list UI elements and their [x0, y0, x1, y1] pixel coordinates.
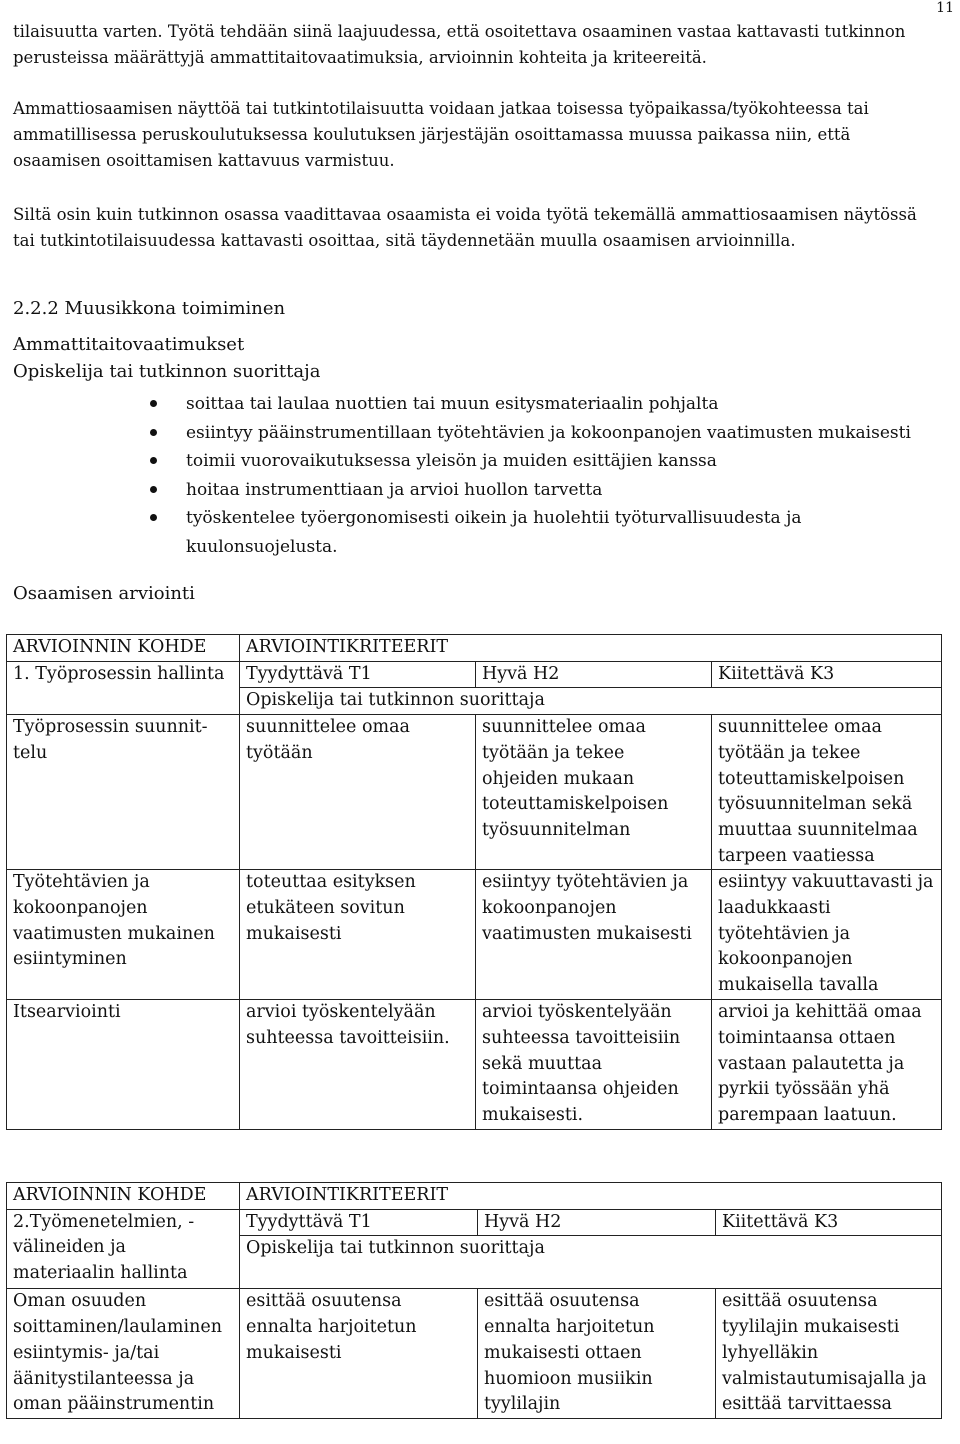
section-heading: 2.2.2 Muusikkona toimiminen	[13, 298, 286, 319]
table-row	[7, 1183, 942, 1210]
cell-t1: arvioi työskentelyään suhteessa tavoitteisiin.	[240, 1000, 476, 1130]
criteria-table-2	[6, 1182, 942, 1419]
cell-target: Itsearviointi	[7, 1000, 240, 1130]
paragraph-1: tilaisuutta varten. Työtä tehdään siinä laajuudessa, että osoitettava osaaminen vastaa kattavasti tutkinnon perusteissa määrättyjä ammattitaitovaatimuksia, arvioinnin kohteita ja kriteereitä.	[13, 22, 906, 67]
table-row	[7, 1000, 942, 1130]
cell-t1: suunnittelee omaa työtään	[240, 715, 476, 870]
table-row	[7, 1289, 942, 1419]
paragraph-3: Siltä osin kuin tutkinnon osassa vaadittavaa osaamista ei voida työtä tekemällä ammattiosaamisen näytössä tai tutkintotilaisuudessa kattavasti osoittaa, sitä täydennetään muulla osaamisen arvioinnilla.	[13, 205, 917, 250]
criteria-table-1	[6, 634, 942, 1130]
page-number: 11	[936, 0, 954, 16]
cell-k3: arvioi ja kehittää omaa toimintaansa ottaen vastaan palautetta ja pyrkii työssään yhä parempaan laatuun.	[712, 1000, 942, 1130]
requirements-list	[150, 390, 940, 561]
table-row	[7, 661, 942, 688]
list-item	[150, 504, 940, 561]
grade-h2: Hyvä H2	[476, 661, 712, 688]
cell-h2: suunnittelee omaa työtään ja tekee ohjeiden mukaan toteuttamiskelpoisen työsuunnitelman	[476, 715, 712, 870]
bullet-icon	[150, 400, 157, 407]
list-item-text: toimii vuorovaikutuksessa yleisön ja muiden esittäjien kanssa	[186, 451, 717, 471]
section-title: 2.Työmenetelmien, -välineiden ja materiaalin hallinta	[7, 1209, 240, 1289]
cell-h2: esittää osuutensa ennalta harjoitetun mukaisesti ottaen huomioon musiikin tyylilajin	[478, 1289, 716, 1419]
list-item-text: esiintyy pääinstrumentillaan työtehtävien ja kokoonpanojen vaatimusten mukaisesti	[186, 422, 911, 443]
subheader: Opiskelija tai tutkinnon suorittaja	[240, 1236, 942, 1289]
list-item-text: soittaa tai laulaa nuottien tai muun esitysmateriaalin pohjalta	[186, 394, 719, 414]
cell-h2: esiintyy työtehtävien ja kokoonpanojen vaatimusten mukaisesti	[476, 870, 712, 1000]
bullet-icon	[150, 514, 157, 521]
grade-k3: Kiitettävä K3	[712, 661, 942, 688]
cell-k3: esiintyy vakuuttavasti ja laadukkaasti työtehtävien ja kokoonpanojen mukaisella tavalla	[712, 870, 942, 1000]
header-criteria: ARVIOINTIKRITEERIT	[240, 1183, 942, 1210]
list-item	[150, 447, 940, 476]
cell-target: Työprosessin suunnit-telu	[7, 715, 240, 870]
bullet-icon	[150, 457, 157, 464]
bullet-icon	[150, 429, 157, 436]
header-criteria: ARVIOINTIKRITEERIT	[240, 635, 942, 662]
list-item-text: hoitaa instrumenttiaan ja arvioi huollon tarvetta	[186, 479, 603, 500]
grade-k3: Kiitettävä K3	[716, 1209, 942, 1236]
cell-t1: toteuttaa esityksen etukäteen sovitun mukaisesti	[240, 870, 476, 1000]
table-row	[7, 688, 942, 715]
subheader: Opiskelija tai tutkinnon suorittaja	[240, 688, 942, 715]
header-target: ARVIOINNIN KOHDE	[7, 635, 240, 662]
header-target: ARVIOINNIN KOHDE	[7, 1183, 240, 1210]
grade-t1: Tyydyttävä T1	[240, 661, 476, 688]
empty-cell	[7, 688, 240, 715]
cell-h2: arvioi työskentelyään suhteessa tavoitteisiin sekä muuttaa toimintaansa ohjeiden mukaisesti.	[476, 1000, 712, 1130]
table-row	[7, 1209, 942, 1236]
table-row	[7, 870, 942, 1000]
assessment-heading: Osaamisen arviointi	[13, 583, 195, 604]
section-title: 1. Työprosessin hallinta	[7, 661, 240, 688]
learner-heading: Opiskelija tai tutkinnon suorittaja	[13, 361, 321, 382]
cell-target: Työtehtävien ja kokoonpanojen vaatimusten mukainen esiintyminen	[7, 870, 240, 1000]
list-item	[150, 419, 940, 448]
list-item-text: työskentelee työergonomisesti oikein ja huolehtii työturvallisuudesta ja kuulonsuojelusta.	[186, 508, 802, 557]
grade-h2: Hyvä H2	[478, 1209, 716, 1236]
table-row	[7, 715, 942, 870]
cell-k3: suunnittelee omaa työtään ja tekee toteuttamiskelpoisen työsuunnitelman sekä muuttaa suunnitelmaa tarpeen vaatiessa	[712, 715, 942, 870]
bullet-icon	[150, 486, 157, 493]
list-item	[150, 476, 940, 505]
paragraph-2: Ammattiosaamisen näyttöä tai tutkintotilaisuutta voidaan jatkaa toisessa työpaikassa/työkohteessa tai ammatillisessa peruskoulutuksessa koulutuksen järjestäjän osoittamassa muussa paikassa niin, että osaamisen osoittamisen kattavuus varmistuu.	[13, 99, 869, 170]
table-row	[7, 635, 942, 662]
list-item	[150, 390, 940, 419]
cell-target: Oman osuuden soittaminen/laulaminen esiintymis- ja/tai äänitystilanteessa ja oman pääinstrumentin	[7, 1289, 240, 1419]
grade-t1: Tyydyttävä T1	[240, 1209, 478, 1236]
cell-k3: esittää osuutensa tyylilajin mukaisesti lyhyelläkin valmistautumisajalla ja esittää tarvittaessa	[716, 1289, 942, 1419]
cell-t1: esittää osuutensa ennalta harjoitetun mukaisesti	[240, 1289, 478, 1419]
requirements-heading: Ammattitaitovaatimukset	[13, 334, 245, 355]
